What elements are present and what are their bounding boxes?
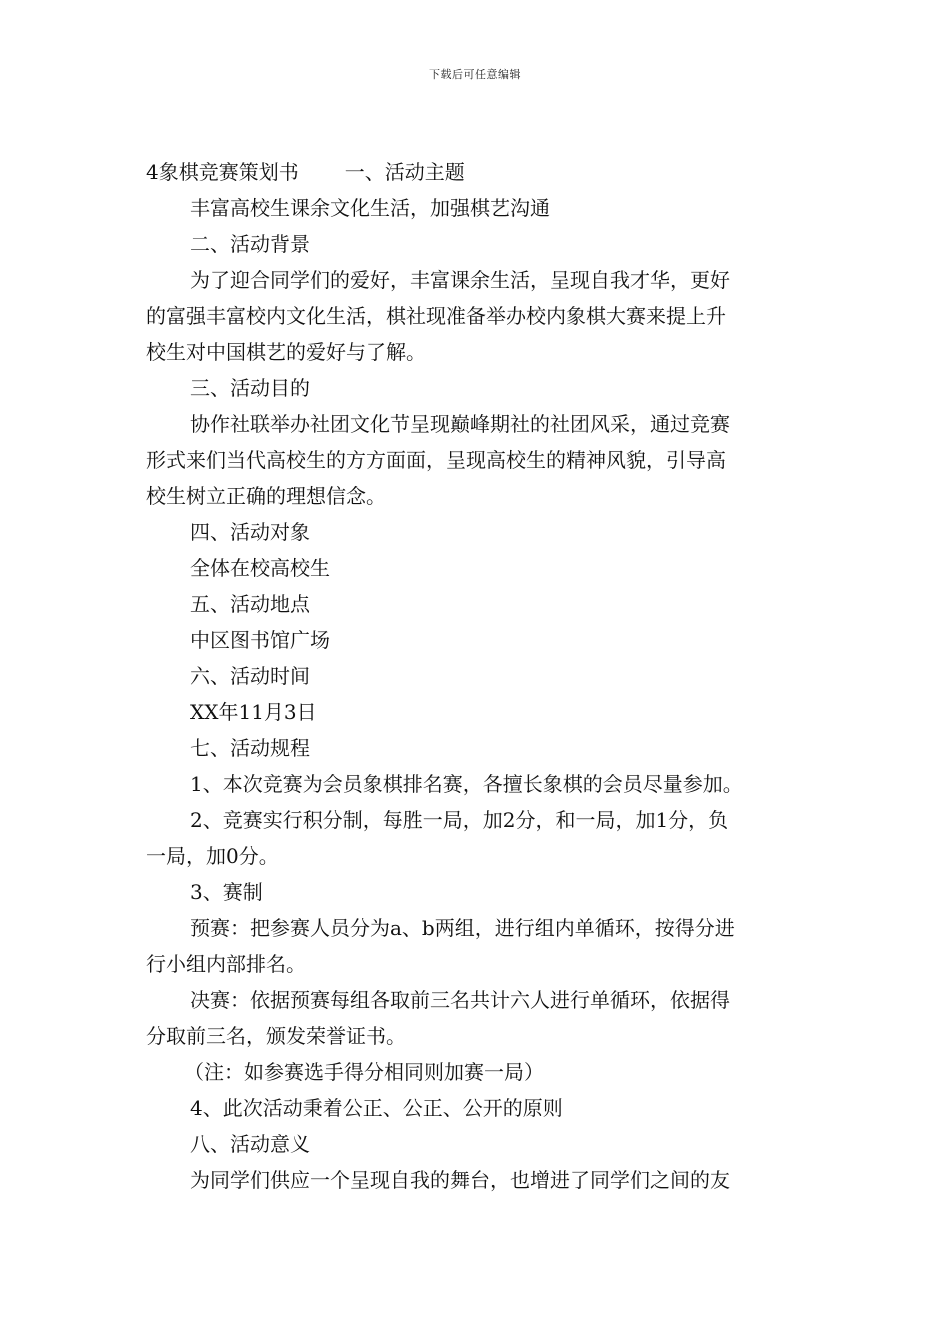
note-text: （注：如参赛选手得分相同则加赛一局） <box>184 1060 544 1084</box>
purpose-paragraph-line: 形式来们当代高校生的方方面面，呈现高校生的精神风貌，引导高 <box>146 448 726 472</box>
theme-text: 丰富高校生课余文化生活，加强棋艺沟通 <box>190 196 550 220</box>
prelim-line: 预赛：把参赛人员分为a、b两组，进行组内单循环，按得分进 <box>190 916 735 940</box>
purpose-paragraph-line: 校生树立正确的理想信念。 <box>146 484 386 508</box>
target-text: 全体在校高校生 <box>190 556 330 580</box>
section-7-heading: 七、活动规程 <box>190 736 310 760</box>
background-paragraph-line: 为了迎合同学们的爱好，丰富课余生活，呈现自我才华，更好 <box>190 268 730 292</box>
rule-1-text: 1、本次竞赛为会员象棋排名赛，各擅长象棋的会员尽量参加。 <box>190 772 743 796</box>
significance-line: 为同学们供应一个呈现自我的舞台，也增进了同学们之间的友 <box>190 1168 730 1192</box>
section-6-heading: 六、活动时间 <box>190 664 310 688</box>
section-4-heading: 四、活动对象 <box>190 520 310 544</box>
document-body <box>146 154 808 1198</box>
final-line: 分取前三名，颁发荣誉证书。 <box>146 1024 406 1048</box>
background-paragraph-line: 校生对中国棋艺的爱好与了解。 <box>146 340 426 364</box>
rule-4-text: 4、此次活动秉着公正、公正、公开的原则 <box>190 1096 563 1120</box>
section-8-heading: 八、活动意义 <box>190 1132 310 1156</box>
section-5-heading: 五、活动地点 <box>190 592 310 616</box>
section-3-heading: 三、活动目的 <box>190 376 310 400</box>
purpose-paragraph-line: 协作社联举办社团文化节呈现巅峰期社的社团风采，通过竞赛 <box>190 412 730 436</box>
section-1-heading: 一、活动主题 <box>344 160 465 184</box>
time-text: XX年11月3日 <box>190 700 317 724</box>
rule-3-text: 3、赛制 <box>190 880 263 904</box>
prelim-line: 行小组内部排名。 <box>146 952 306 976</box>
final-line: 决赛：依据预赛每组各取前三名共计六人进行单循环，依据得 <box>190 988 730 1012</box>
location-text: 中区图书馆广场 <box>190 628 330 652</box>
rule-2-line: 2、竞赛实行积分制，每胜一局，加2分，和一局，加1分，负 <box>190 808 729 832</box>
document-title: 4象棋竞赛策划书 <box>146 160 299 184</box>
background-paragraph-line: 的富强丰富校内文化生活，棋社现准备举办校内象棋大赛来提上升 <box>146 304 726 328</box>
title-line <box>146 154 808 190</box>
page-header-note: 下载后可任意编辑 <box>429 68 521 81</box>
rule-2-line: 一局，加0分。 <box>146 844 279 868</box>
section-2-heading: 二、活动背景 <box>190 232 310 256</box>
